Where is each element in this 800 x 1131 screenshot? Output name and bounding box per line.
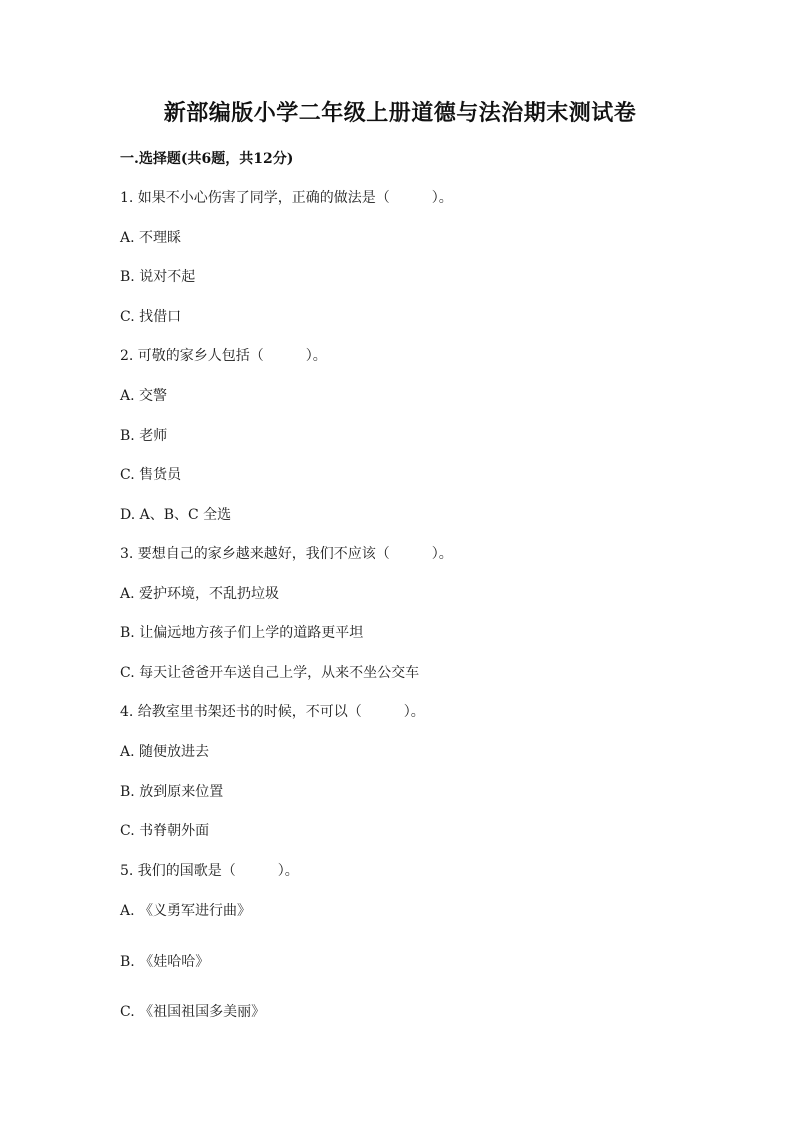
question-4-option-a: A. 随便放进去	[120, 744, 210, 760]
question-2-option-b: B. 老师	[120, 428, 168, 444]
question-1-stem: 1. 如果不小心伤害了同学，正确的做法是（ ）。	[120, 190, 453, 206]
question-5-option-c: C. 《祖国祖国多美丽》	[120, 1004, 266, 1020]
question-1-option-b: B. 说对不起	[120, 269, 196, 285]
question-3-option-c: C. 每天让爸爸开车送自己上学，从来不坐公交车	[120, 665, 420, 681]
question-2-option-a: A. 交警	[120, 388, 168, 404]
question-2-option-c: C. 售货员	[120, 467, 182, 483]
question-5-stem: 5. 我们的国歌是（ ）。	[120, 863, 299, 879]
question-1-option-a: A. 不理睬	[120, 230, 182, 246]
question-5-option-a: A. 《义勇军进行曲》	[120, 903, 252, 919]
question-3-stem: 3. 要想自己的家乡越来越好，我们不应该（ ）。	[120, 546, 453, 562]
question-4-stem: 4. 给教室里书架还书的时候，不可以（ ）。	[120, 704, 425, 720]
question-3-option-a: A. 爱护环境，不乱扔垃圾	[120, 586, 280, 602]
question-5-option-b: B. 《娃哈哈》	[120, 954, 210, 970]
question-3-option-b: B. 让偏远地方孩子们上学的道路更平坦	[120, 625, 364, 641]
question-4-option-b: B. 放到原来位置	[120, 784, 224, 800]
question-2-stem: 2. 可敬的家乡人包括（ ）。	[120, 348, 327, 364]
question-1-option-c: C. 找借口	[120, 309, 182, 325]
section-heading: 一.选择题(共6题，共12分)	[120, 151, 294, 167]
page-title: 新部编版小学二年级上册道德与法治期末测试卷	[163, 100, 637, 126]
question-4-option-c: C. 书脊朝外面	[120, 823, 210, 839]
question-2-option-d: D. A、B、C 全选	[120, 507, 232, 523]
